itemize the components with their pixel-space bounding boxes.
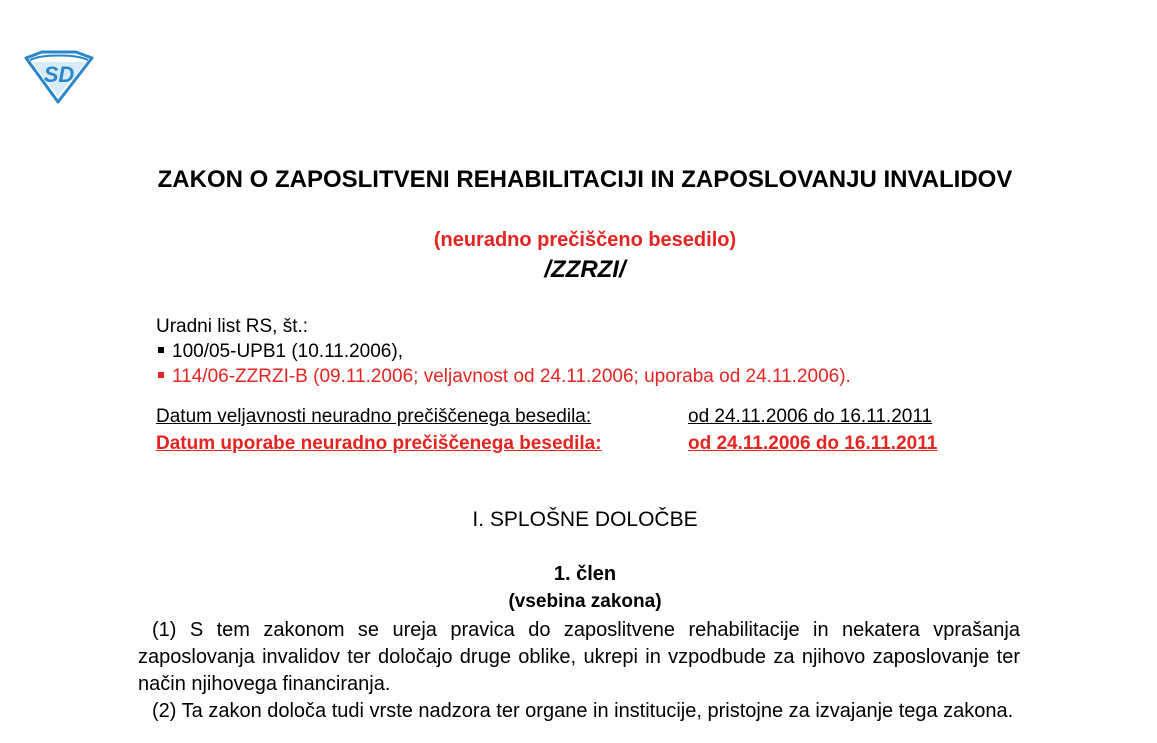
usage-date-value: od 24.11.2006 do 16.11.2011: [688, 433, 938, 454]
validity-date-row: [156, 403, 937, 430]
svg-text:SD: SD: [43, 62, 75, 87]
article-body: [138, 617, 1020, 725]
gazette-label: Uradni list RS, št.:: [156, 316, 309, 337]
sd-diamond-logo-icon: [22, 50, 96, 104]
gazette-item-text: 100/05-UPB1 (10.11.2006),: [172, 341, 403, 362]
law-subtitle: (neuradno prečiščeno besedilo): [433, 229, 737, 251]
square-bullet-icon: [158, 372, 164, 378]
section-heading: I. SPLOŠNE DOLOČBE: [472, 508, 698, 531]
law-abbreviation: /ZZRZI/: [544, 256, 626, 283]
article-paragraph: (2) Ta zakon določa tudi vrste nadzora ter organe in institucije, pristojne za izvajanje tega zakona.: [152, 700, 1014, 722]
gazette-item: [156, 339, 851, 364]
article-number: 1. člen: [553, 563, 617, 585]
usage-date-label: Datum uporabe neuradno prečiščenega besedila:: [156, 433, 602, 454]
law-title: ZAKON O ZAPOSLITVENI REHABILITACIJI IN ZAPOSLOVANJU INVALIDOV: [157, 166, 1013, 193]
official-gazette-block: [156, 314, 851, 389]
article-subtitle: (vsebina zakona): [508, 591, 662, 612]
gazette-item-text: 114/06-ZZRZI-B (09.11.2006; veljavnost od 24.11.2006; uporaba od 24.11.2006).: [172, 366, 851, 387]
usage-date-row: [156, 430, 937, 457]
validity-date-label: Datum veljavnosti neuradno prečiščenega besedila:: [156, 406, 592, 427]
validity-date-value: od 24.11.2006 do 16.11.2011: [688, 406, 933, 427]
article-paragraph: (1) S tem zakonom se ureja pravica do zaposlitvene rehabilitacije in nekatera vprašanja zaposlovanja invalidov ter določajo druge oblike, ukrepi in vzpodbude za njihovo zaposlovanje ter način njihovega financiranja.: [138, 619, 1020, 695]
square-bullet-icon: [158, 347, 164, 353]
gazette-item-amendment: [156, 364, 851, 389]
dates-block: [156, 403, 937, 457]
